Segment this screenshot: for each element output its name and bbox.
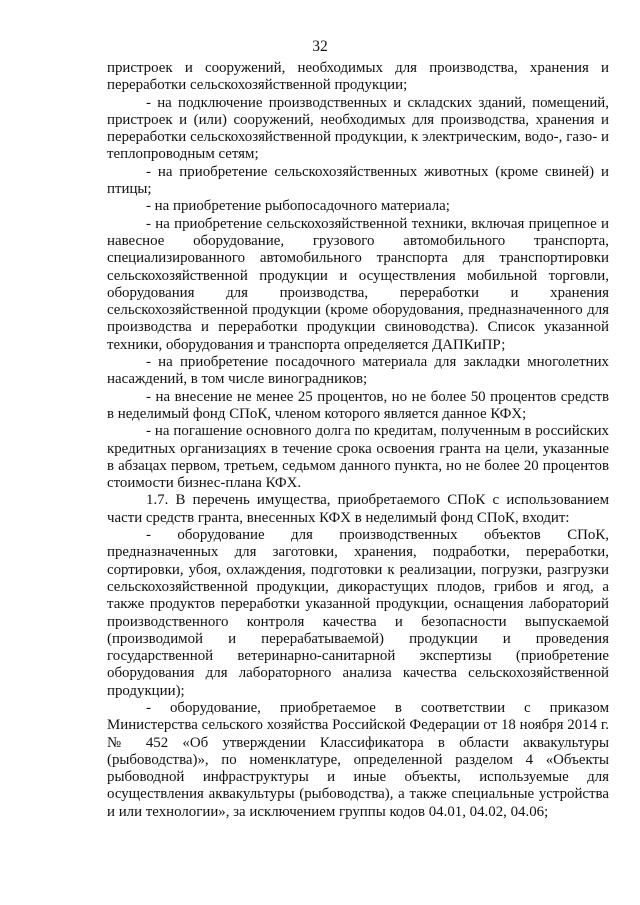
clause-1-7: 1.7. В перечень имущества, приобретаемого СПоК с использованием части средств гранта, внесенных КФХ в неделимый фонд СПоК, входит:	[107, 492, 609, 526]
list-item-processing-equipment: - оборудование для производственных объектов СПоК, предназначенных для заготовки, хранения, подработки, переработки, сортировки, убоя, охлаждения, подготовки к реализации, погрузки, разгрузки сельскохозяйственной продукции, дикорастущих плодов, грибов и ягод, а также продуктов переработки указанной продукции, оснащения лабораторий производственного контроля качества и безопасности выпускаемой (производимой и перерабатываемой) продукции и проведения государственной ветеринарно-санитарной экспертизы (приобретение оборудования для лабораторного анализа качества сельскохозяйственной продукции);	[107, 527, 609, 699]
list-item-machinery: - на приобретение сельскохозяйственной техники, включая прицепное и навесное оборудование, грузового автомобильного транспорта, специализированного автомобильного транспорта для транспортировки сельскохозяйственной продукции и осуществления мобильной торговли, оборудования для производства, переработки и хранения сельскохозяйственной продукции (кроме оборудования, предназначенного для производства и переработки продукции свиноводства). Список указанной техники, оборудования и транспорта определяется ДАПКиПР;	[107, 215, 609, 353]
paragraph-continuation: пристроек и сооружений, необходимых для производства, хранения и переработки сельскохозяйственной продукции;	[107, 60, 609, 94]
list-item-cooperative-fund: - на внесение не менее 25 процентов, но не более 50 процентов средств в неделимый фонд СПоК, членом которого является данное КФХ;	[107, 388, 609, 422]
list-item-aquaculture-equipment: - оборудование, приобретаемое в соответствии с приказом Министерства сельского хозяйства Российской Федерации от 18 ноября 2014 г. № 452 «Об утверждении Классификатора в области аквакультуры (рыбоводства)», по номенклатуре, определенной разделом 4 «Объекты рыбоводной инфраструктуры и иные объекты, используемые для осуществления аквакультуры (рыбоводства), а также специальные устройства и или технологии», за исключением группы кодов 04.01, 04.02, 04.06;	[107, 699, 609, 820]
list-item-loan-repayment: - на погашение основного долга по кредитам, полученным в российских кредитных организациях в течение срока освоения гранта на цели, указанные в абзацах первом, третьем, седьмом данного пункта, но не более 20 процентов стоимости бизнес-плана КФХ.	[107, 423, 609, 492]
list-item-livestock: - на приобретение сельскохозяйственных животных (кроме свиней) и птицы;	[107, 163, 609, 198]
list-item-utilities-connection: - на подключение производственных и складских зданий, помещений, пристроек и (или) сооружений, необходимых для производства, хранения и переработки сельскохозяйственной продукции, к электрическим, водо-, газо- и теплопроводным сетям;	[107, 94, 609, 163]
list-item-fish-stock: - на приобретение рыбопосадочного материала;	[146, 198, 450, 215]
document-body	[107, 60, 609, 821]
page-number: 32	[312, 38, 328, 55]
list-item-planting-material: - на приобретение посадочного материала для закладки многолетних насаждений, в том числе виноградников;	[107, 354, 609, 388]
